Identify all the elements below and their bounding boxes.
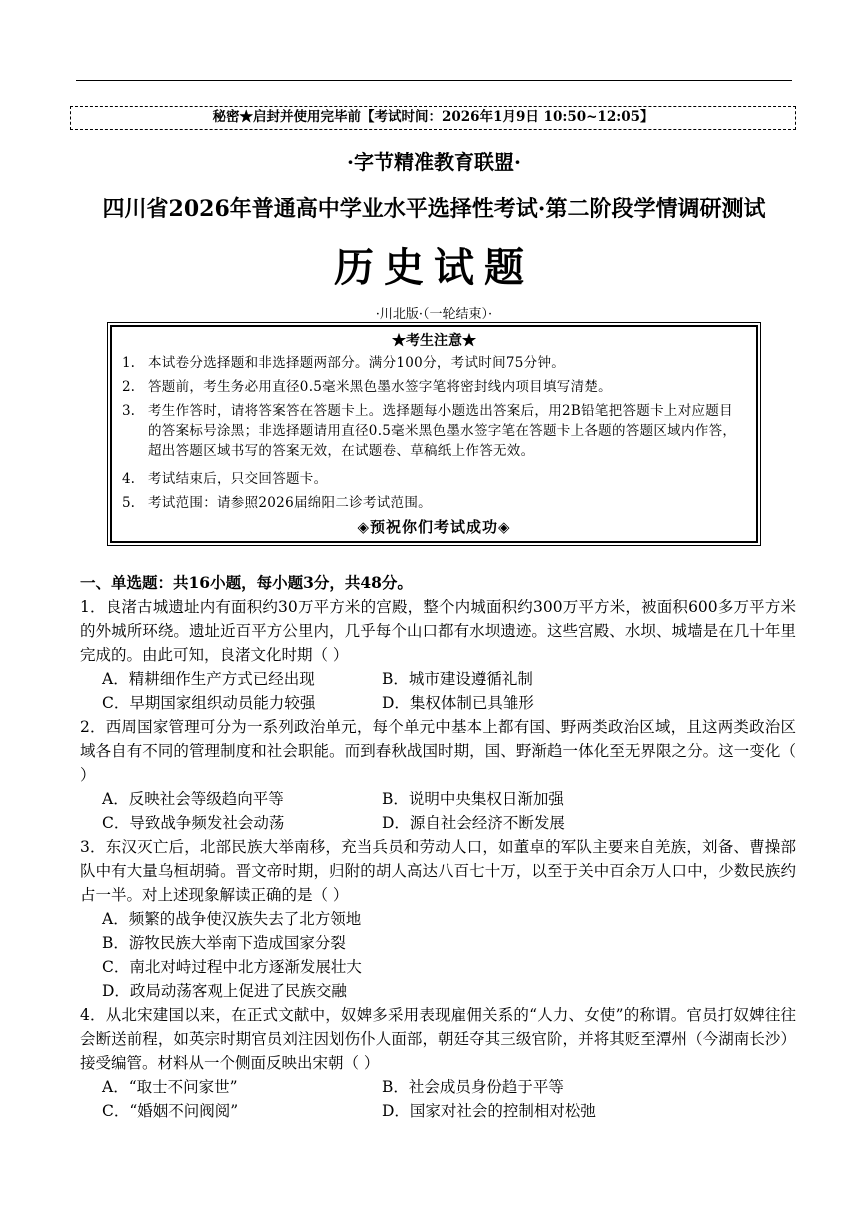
exam-title: 四川省2026年普通高中学业水平选择性考试·第二阶段学情调研测试 (102, 196, 766, 222)
alliance-name: ·字节精准教育联盟· (347, 150, 521, 174)
notice-item-number: 3. (122, 403, 135, 419)
option-b: B．游牧民族大举南下造成国家分裂 (102, 934, 346, 952)
notice-item-number: 4. (122, 471, 135, 487)
option-b: B．城市建设遵循礼制 (382, 670, 533, 688)
notice-item-text: 考试范围：请参照2026届绵阳二诊考试范围。 (148, 495, 432, 511)
notice-item-text-container (148, 401, 746, 461)
option-d: D．源自社会经济不断发展 (382, 814, 565, 832)
option-a: A．反映社会等级趋向平等 (102, 790, 284, 808)
notice-item-text: 本试卷分选择题和非选择题两部分。满分100分，考试时间75分钟。 (148, 355, 566, 371)
option-b: B．说明中央集权日渐加强 (382, 790, 564, 808)
option-grid (80, 787, 796, 835)
question-2 (80, 715, 796, 835)
subject-title: 历史试题 (334, 244, 534, 291)
notice-item-text: 答题前，考生务必用直径0.5毫米黑色墨水签字笔将密封线内项目填写清楚。 (148, 379, 612, 395)
notice-item-number: 2. (122, 379, 135, 395)
option-a: A．频繁的战争使汉族失去了北方领地 (102, 910, 362, 928)
notice-item-text: 考试结束后，只交回答题卡。 (148, 471, 328, 487)
question-4 (80, 1003, 796, 1123)
option-grid (80, 667, 796, 715)
secret-notice-box (70, 106, 796, 130)
option-list (80, 907, 796, 1003)
question-3 (80, 835, 796, 1003)
option-d: D．国家对社会的控制相对松弛 (382, 1102, 596, 1120)
notice-item-number: 1. (122, 355, 135, 371)
notice-item (122, 401, 746, 461)
question-1 (80, 595, 796, 715)
notice-item-emphasis: 超出答题区域书写的答案无效，在试题卷、草稿纸上作答无效。 (148, 443, 535, 459)
notice-item (122, 493, 746, 513)
option-c: C．导致战争频发社会动荡 (102, 814, 285, 832)
question-stem: 2．西周国家管理可分为一系列政治单元，每个单元中基本上都有国、野两类政治区域，且这两类政治区域各自有不同的管理制度和社会职能。而到春秋战国时期，国、野渐趋一体化至无界限之分。这一变化（ ） (80, 718, 796, 784)
question-section (80, 571, 796, 1123)
option-c: C．早期国家组织动员能力较强 (102, 694, 316, 712)
question-stem: 4．从北宋建国以来，在正式文献中，奴婢多采用表现雇佣关系的“人力、女使”的称谓。官员打奴婢往往会断送前程，如英宗时期官员刘注因划伤仆人面部，朝廷夺其三级官阶，并将其贬至潭州（今湖南长沙）接受编管。材料从一个侧面反映出宋朝（ ） (80, 1006, 796, 1072)
notice-item (122, 469, 746, 489)
option-a: A．精耕细作生产方式已经出现 (102, 670, 315, 688)
option-c: C．南北对峙过程中北方逐渐发展壮大 (102, 958, 362, 976)
option-grid (80, 1075, 796, 1123)
good-luck-banner: ◈预祝你们考试成功◈ (357, 518, 511, 536)
option-d: D．集权体制已具雏形 (382, 694, 534, 712)
edition-label: ·川北版·（一轮结束）· (375, 307, 493, 322)
question-stem: 3．东汉灭亡后，北部民族大举南移，充当兵员和劳动人口，如董卓的军队主要来自羌族，刘备、曹操部队中有大量乌桓胡骑。晋文帝时期，归附的胡人高达八百七十万，以至于关中百余万人口中，少数民族约占一半。对上述现象解读正确的是（ ） (80, 838, 796, 904)
notice-item (122, 377, 746, 397)
notice-item-text: 考生作答时，请将答案答在答题卡上。选择题每小题选出答案后，用2B铅笔把答题卡上对应题目的答案标号涂黑；非选择题请用直径0.5毫米黑色墨水签字笔在答题卡上各题的答题区域内作答， (148, 403, 737, 439)
question-stem: 1．良渚古城遗址内有面积约30万平方米的宫殿，整个内城面积约300万平方米，被面积600多万平方米的外城所环绕。遗址近百平方公里内，几乎每个山口都有水坝遗迹。这些宫殿、水坝、城墙是在几十年里完成的。由此可知，良渚文化时期（ ） (80, 598, 796, 664)
top-rule (76, 80, 792, 81)
option-d: D．政局动荡客观上促进了民族交融 (102, 982, 347, 1000)
notice-box (107, 322, 761, 546)
notice-item (122, 353, 746, 373)
option-b: B．社会成员身份趋于平等 (382, 1078, 564, 1096)
notice-title: ★考生注意★ (392, 333, 476, 349)
option-a: A．“取士不问家世” (102, 1078, 238, 1096)
section-heading: 一、单选题：共16小题，每小题3分，共48分。 (80, 573, 413, 592)
secret-notice-text: 秘密★启封并使用完毕前【考试时间：2026年1月9日 10:50~12:05】 (212, 109, 654, 125)
option-c: C．“婚姻不问阀阅” (102, 1102, 239, 1120)
notice-box-inner (110, 325, 758, 543)
notice-item-number: 5. (122, 495, 135, 511)
